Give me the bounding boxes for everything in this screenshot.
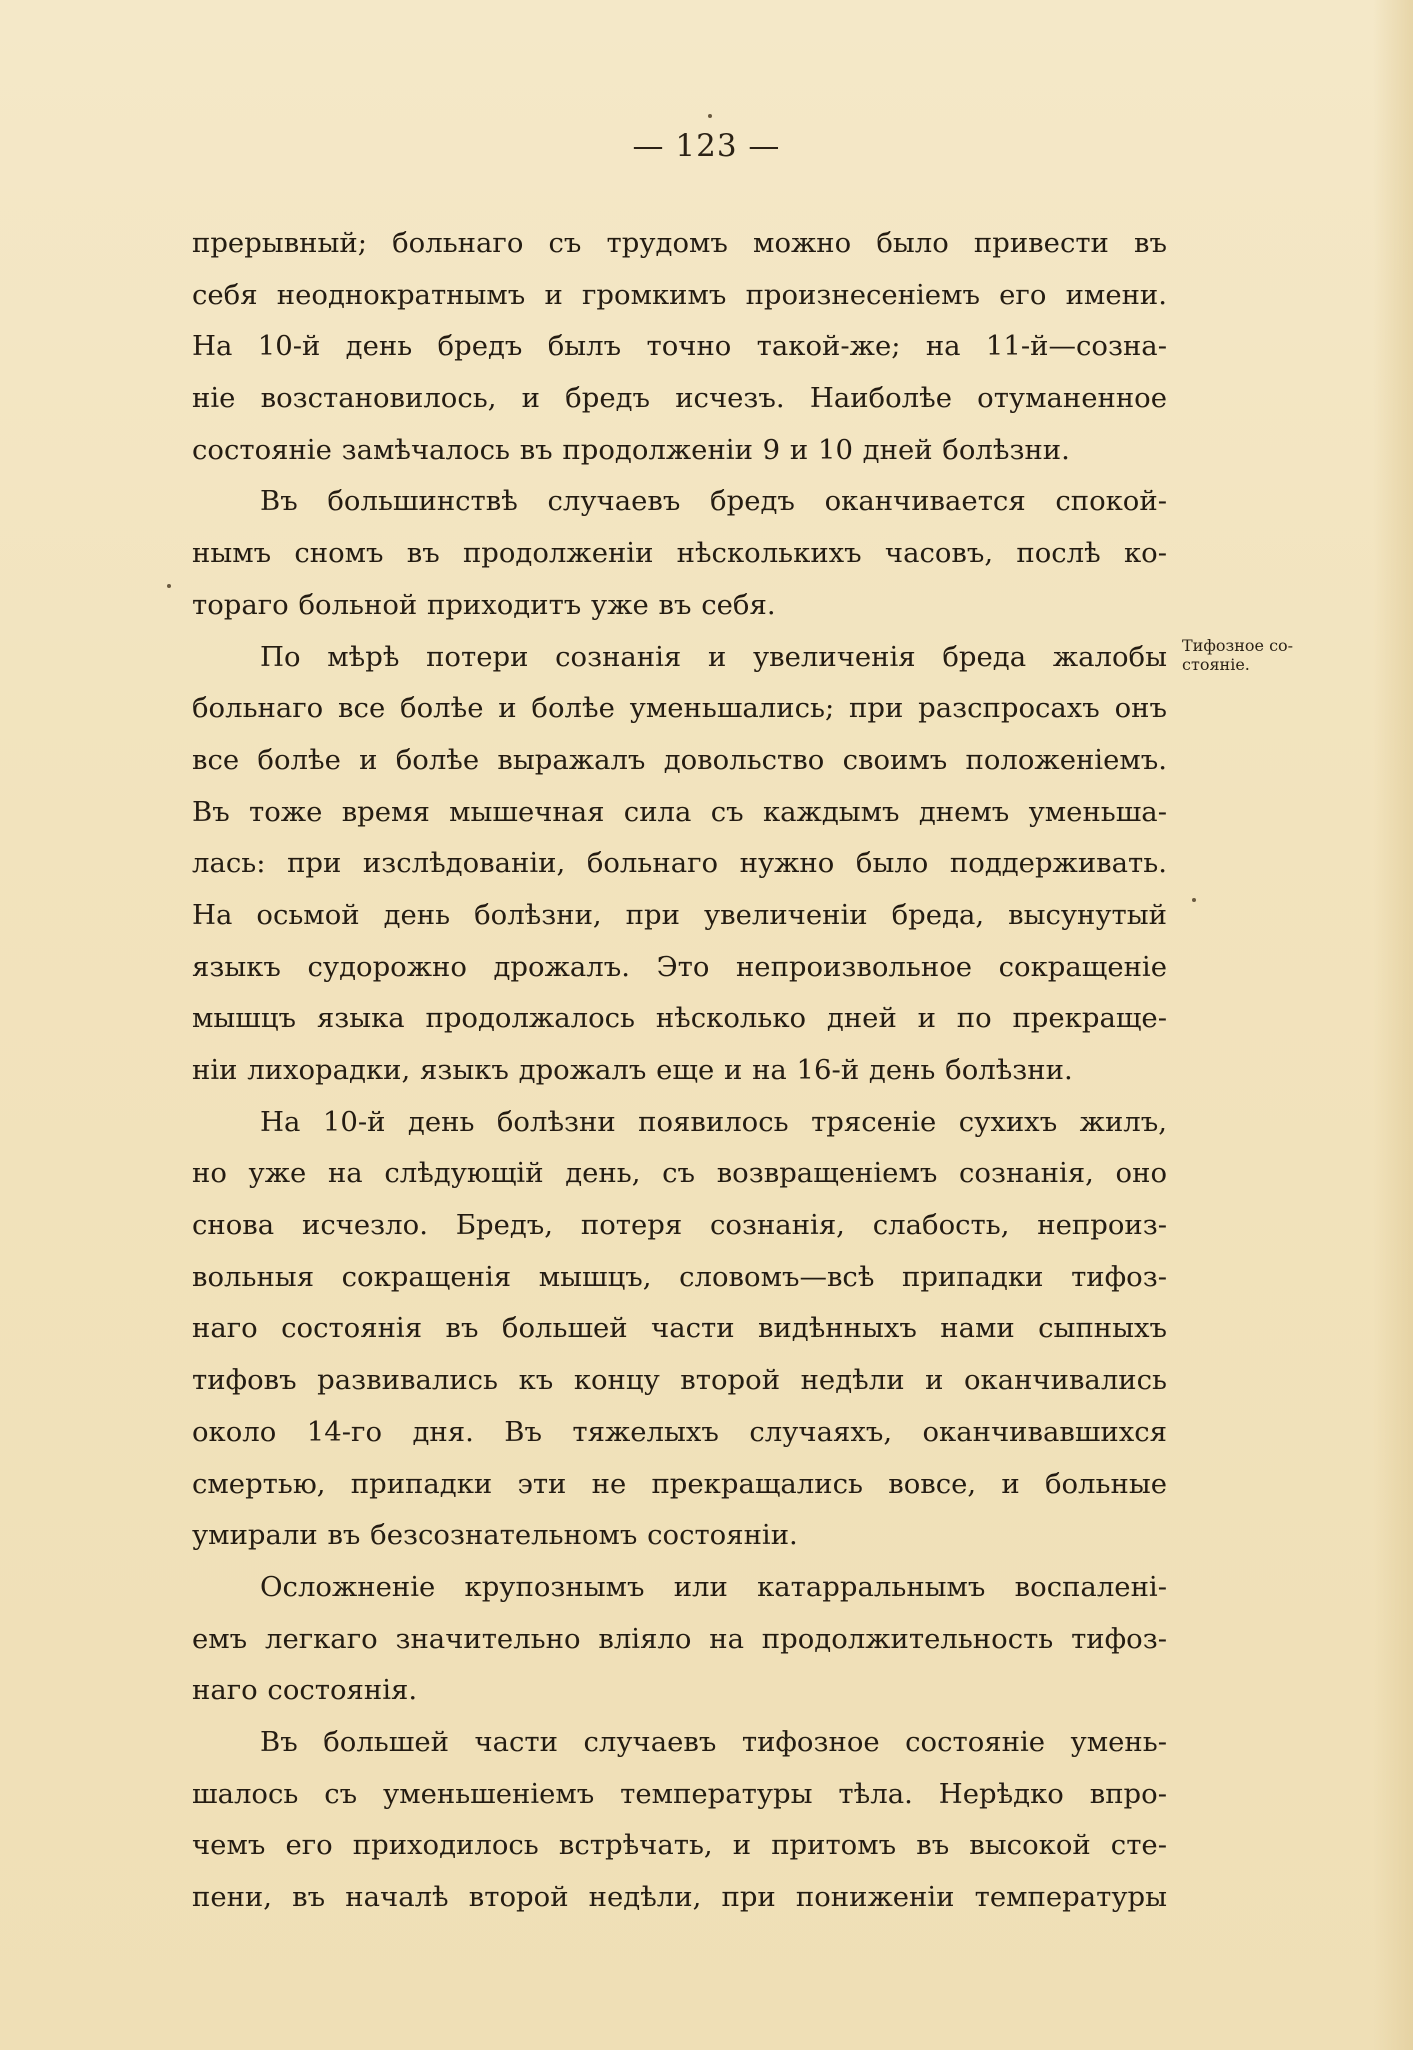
text-line: прерывный; больнаго съ трудомъ можно было привести въ xyxy=(192,227,1167,259)
text-line: На осьмой день болѣзни, при увеличеніи бреда, высунутый xyxy=(192,898,1167,931)
text-line: На 10-й день бредъ былъ точно такой-же; на 11-й—созна- xyxy=(192,330,1167,363)
text-line: больнаго все болѣе и болѣе уменьшались; при разспросахъ онъ xyxy=(192,692,1167,725)
text-line: нымъ сномъ въ продолженіи нѣсколькихъ часовъ, послѣ ко- xyxy=(192,537,1167,570)
text-line: смертью, припадки эти не прекращались вовсе, и больные xyxy=(192,1467,1167,1500)
text-line: чемъ его приходилось встрѣчать, и притомъ въ высокой сте- xyxy=(192,1829,1167,1862)
text-line: На 10-й день болѣзни появилось трясеніе сухихъ жилъ, xyxy=(260,1105,1167,1138)
page-number: — 123 — xyxy=(632,128,781,164)
text-line: но уже на слѣдующій день, съ возвращеніемъ сознанія, оно xyxy=(192,1157,1167,1190)
text-line: емъ легкаго значительно вліяло на продолжительность тифоз- xyxy=(192,1622,1167,1655)
text-line: Осложненіе крупознымъ или катарральнымъ воспалені- xyxy=(260,1570,1167,1603)
text-line: шалось съ уменьшеніемъ температуры тѣла. Нерѣдко впро- xyxy=(192,1777,1167,1810)
ink-speck xyxy=(708,114,712,118)
ink-speck xyxy=(167,584,171,588)
margin-note xyxy=(1182,636,1332,674)
text-line: языкъ судорожно дрожалъ. Это непроизвольное сокращеніе xyxy=(192,950,1167,983)
text-line: Въ большей части случаевъ тифозное состояніе умень- xyxy=(260,1725,1167,1758)
text-line: По мѣрѣ потери сознанія и увеличенія бреда жалобы xyxy=(260,640,1167,673)
text-line: лась: при изслѣдованіи, больнаго нужно было поддерживать. xyxy=(192,847,1167,880)
page-edge-shadow xyxy=(1373,0,1413,2050)
text-line: все болѣе и болѣе выражалъ довольство своимъ положеніемъ. xyxy=(192,743,1167,776)
text-line: около 14-го дня. Въ тяжелыхъ случаяхъ, оканчивавшихся xyxy=(192,1415,1167,1448)
margin-note-line: стояніе. xyxy=(1182,655,1250,674)
text-line: наго состоянія въ большей части видѣнныхъ нами сыпныхъ xyxy=(192,1312,1167,1345)
text-line: состояніе замѣчалось въ продолженіи 9 и 10 дней болѣзни. xyxy=(192,433,1070,466)
text-line: мышцъ языка продолжалось нѣсколько дней и по прекраще- xyxy=(192,1002,1167,1035)
text-line: Въ тоже время мышечная сила съ каждымъ днемъ уменьша- xyxy=(192,795,1167,828)
text-line: снова исчезло. Бредъ, потеря сознанія, слабость, непроиз- xyxy=(192,1209,1167,1242)
text-line: пени, въ началѣ второй недѣли, при пониженіи температуры xyxy=(192,1881,1167,1913)
text-line: ніе возстановилось, и бредъ исчезъ. Наиболѣе отуманенное xyxy=(192,382,1167,415)
text-line: себя неоднократнымъ и громкимъ произнесеніемъ его имени. xyxy=(192,278,1167,311)
text-line: вольныя сокращенія мышцъ, словомъ—всѣ припадки тифоз- xyxy=(192,1260,1167,1293)
text-line: наго состоянія. xyxy=(192,1674,418,1707)
ink-speck xyxy=(1192,898,1196,902)
text-line: тораго больной приходитъ уже въ себя. xyxy=(192,588,776,621)
text-line: умирали въ безсознательномъ состояніи. xyxy=(192,1519,798,1552)
margin-note-line: Тифозное со- xyxy=(1182,636,1294,655)
body-text xyxy=(192,218,1167,1924)
text-line: тифовъ развивались къ концу второй недѣли и оканчивались xyxy=(192,1364,1167,1397)
text-line: Въ большинствѣ случаевъ бредъ оканчивается спокой- xyxy=(260,485,1167,518)
text-line: ніи лихорадки, языкъ дрожалъ еще и на 16-й день болѣзни. xyxy=(192,1054,1073,1086)
